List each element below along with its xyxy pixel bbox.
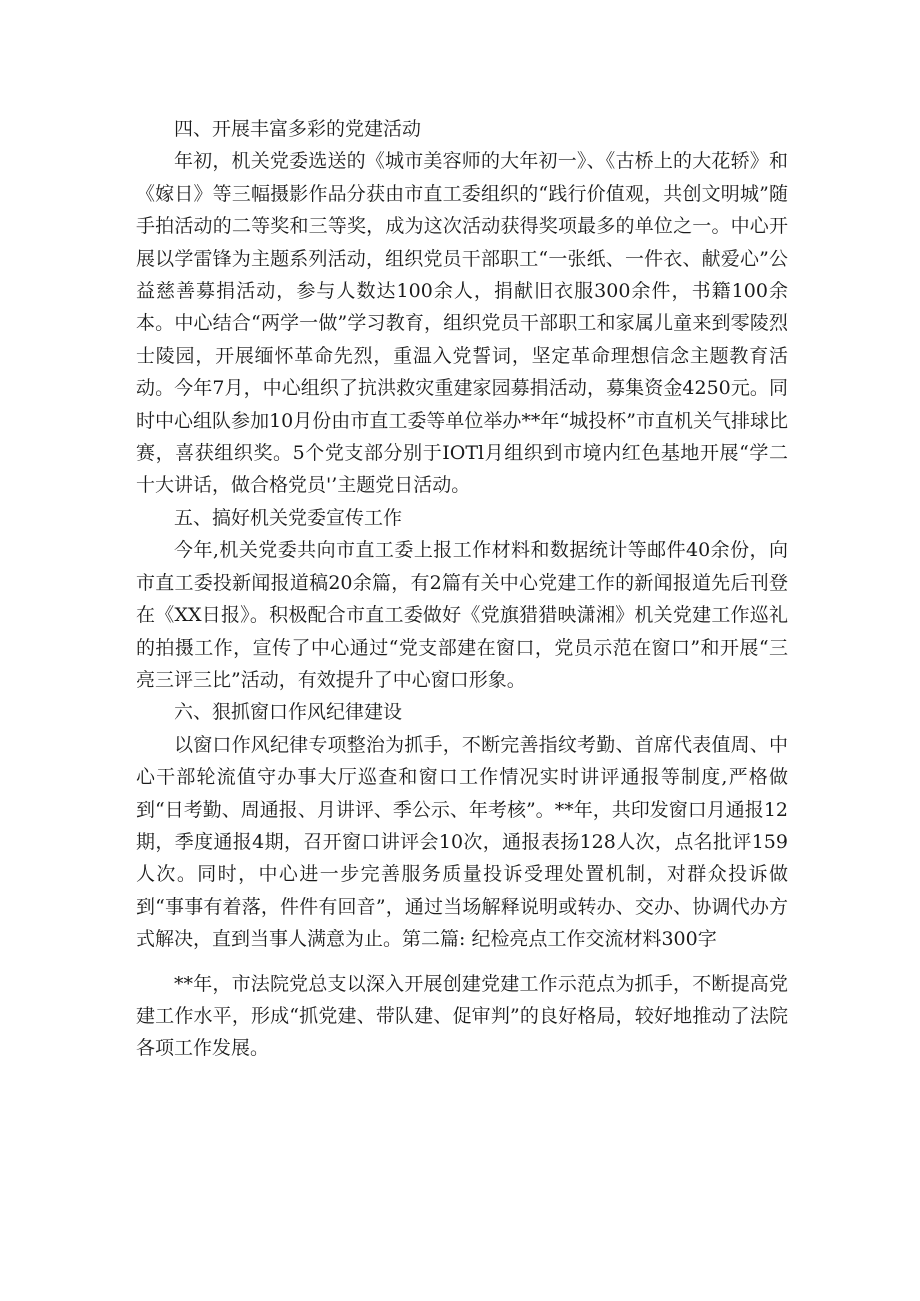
section-heading: 六、狠抓窗口作风纪律建设 — [174, 701, 403, 724]
closing-paragraph: **年，市法院党总支以深入开展创建党建工作示范点为抓手，不断提高党建工作水平，形成“抓党建、带队建、促审判”的良好格局，较好地推动了法院各项工作发展。 — [136, 972, 788, 1060]
section-heading: 四、开展丰富多彩的党建活动 — [174, 118, 422, 140]
section-window-discipline — [136, 696, 788, 955]
paragraph-spacer — [136, 956, 788, 968]
section-publicity-work — [136, 502, 788, 696]
document-body — [136, 113, 788, 1065]
section-paragraph: 今年,机关党委共向市直工委上报工作材料和数据统计等邮件40余份，向市直工委投新闻报道稿20余篇，有2篇有关中心党建工作的新闻报道先后刊登在《XX日报》。积极配合市直工委做好《党旗猎猎映潇湘》机关党建工作巡礼的拍摄工作，宣传了中心通过“党支部建在窗口，党员示范在窗口”和开展“三亮三评三比”活动，有效提升了中心窗口形象。 — [136, 539, 788, 691]
section-heading: 五、搞好机关党委宣传工作 — [174, 506, 403, 529]
section-party-activities — [136, 113, 788, 502]
section-paragraph: 以窗口作风纪律专项整治为抓手，不断完善指纹考勤、首席代表值周、中心干部轮流值守办事大厅巡查和窗口工作情况实时讲评通报等制度,严格做到“日考勤、周通报、月讲评、季公示、年考核”。**年，共印发窗口月通报12期，季度通报4期，召开窗口讲评会10次，通报表扬128人次，点名批评159人次。同时，中心进一步完善服务质量投诉受理处置机制，对群众投诉做到“事事有着落，件件有回音”，通过当场解释说明或转办、交办、协调代办方式解决，直到当事人满意为止。第二篇: 纪检亮点工作交流材料300字 — [136, 733, 788, 951]
section-paragraph: 年初，机关党委选送的《城市美容师的大年初一》、《古桥上的大花轿》和《嫁日》等三幅摄影作品分获由市直工委组织的“践行价值观，共创文明城”随手拍活动的二等奖和三等奖，成为这次活动获得奖项最多的单位之一。中心开展以学雷锋为主题系列活动，组织党员干部职工“一张纸、一件衣、献爱心”公益慈善募捐活动，参与人数达100余人，捐献旧衣服300余件，书籍100余本。中心结合“两学一做”学习教育，组织党员干部职工和家属儿童来到零陵烈士陵园，开展缅怀革命先烈，重温入党誓词，坚定革命理想信念主题教育活动。今年7月，中心组织了抗洪救灾重建家园募捐活动，募集资金4250元。同时中心组队参加10月份由市直工委等单位举办**年“城投杯”市直机关气排球比赛，喜获组织奖。5个党支部分别于IOTl月组织到市境内红色基地开展“学二十大讲话，做合格党员'’主题党日活动。 — [136, 150, 788, 497]
